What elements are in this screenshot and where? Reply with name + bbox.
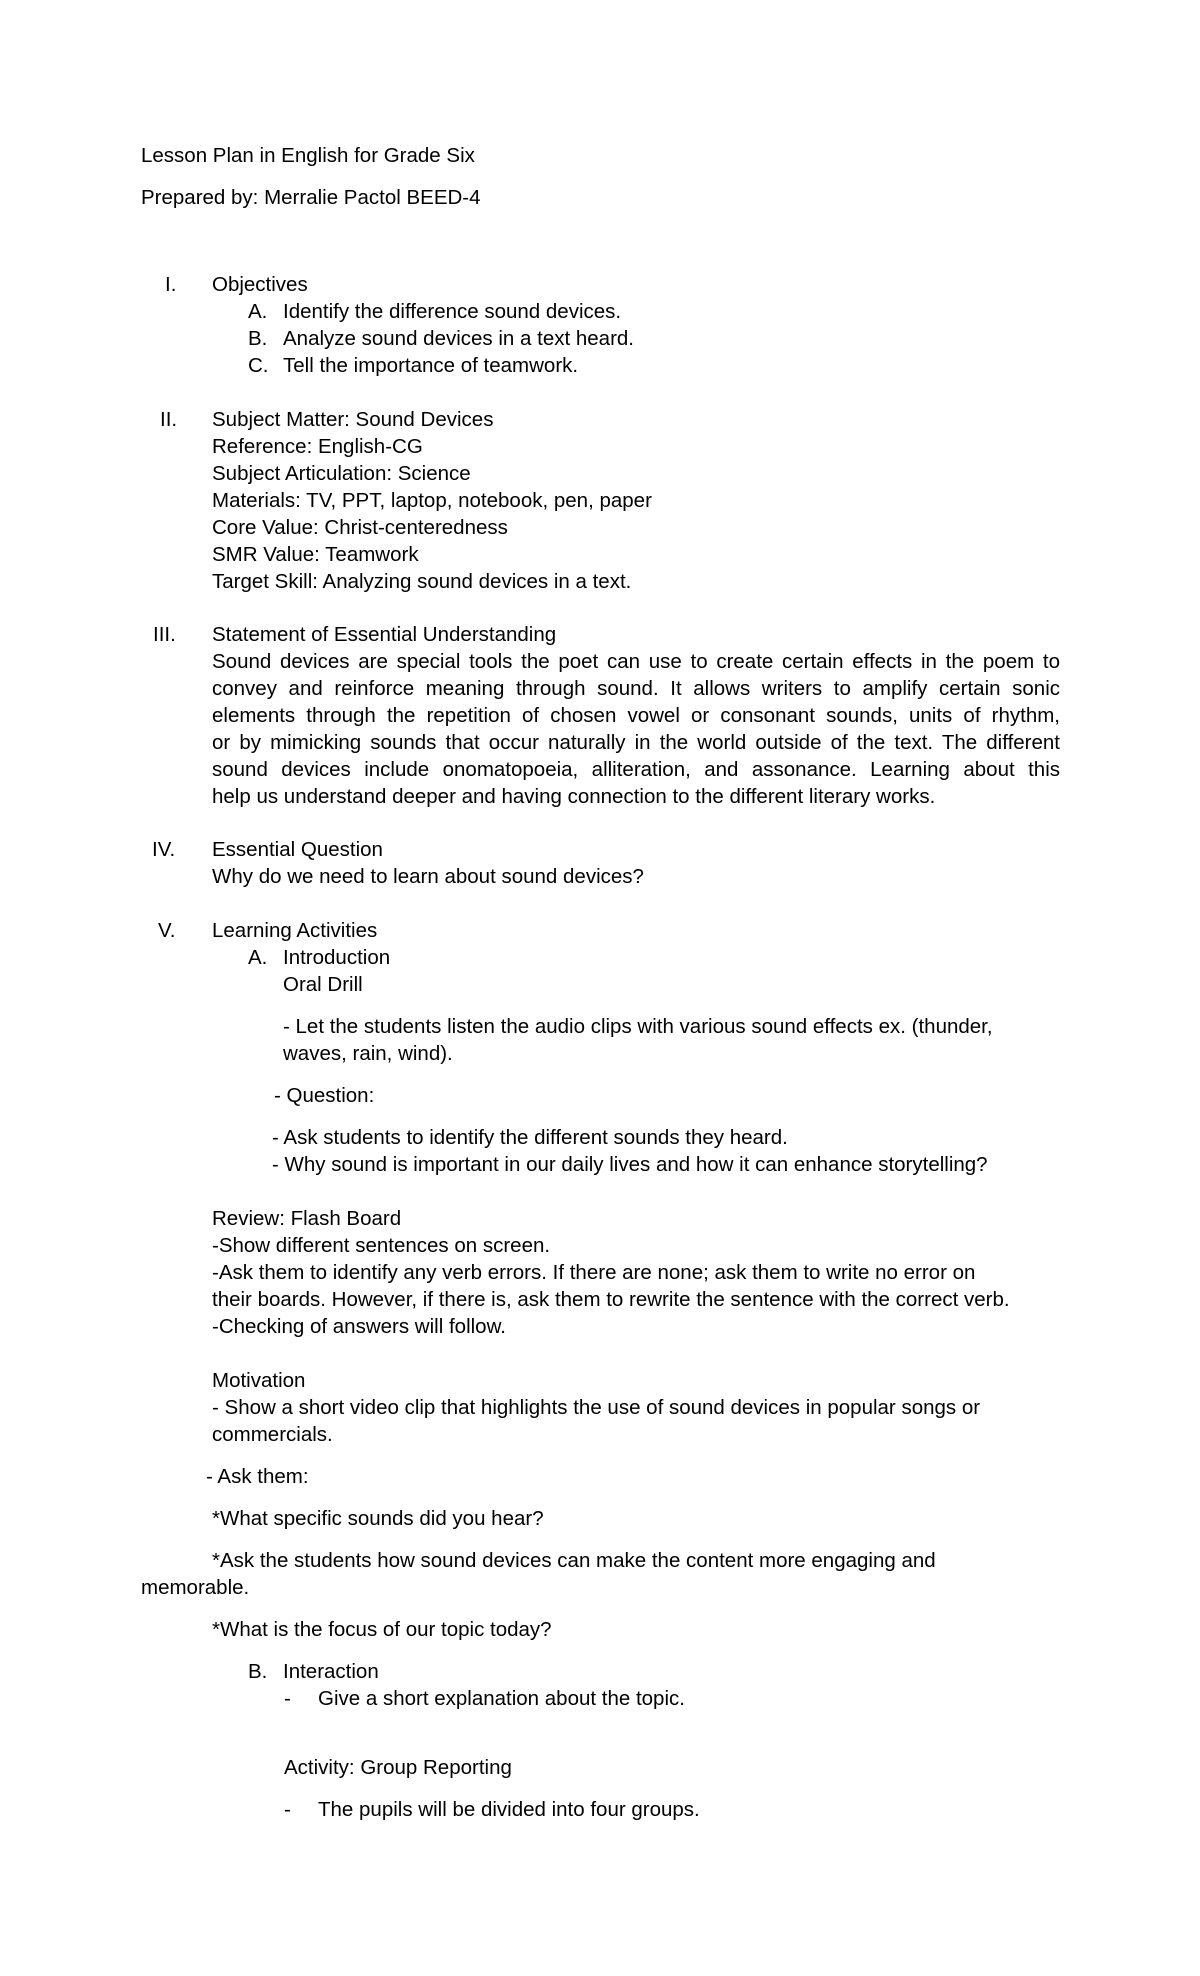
smr-value: SMR Value: Teamwork: [212, 543, 419, 566]
prepared-by: Prepared by: Merralie Pactol BEED-4: [141, 186, 481, 209]
question-line: - Why sound is important in our daily lives and how it can enhance storytelling?: [272, 1153, 988, 1176]
oral-drill-heading: Oral Drill: [283, 973, 363, 996]
section-heading-essential-question: Essential Question: [212, 838, 383, 861]
review-heading: Review: Flash Board: [212, 1207, 402, 1230]
objective-marker-c: C.: [248, 354, 269, 377]
section-numeral-1: I.: [165, 273, 177, 296]
activity-group-reporting: Activity: Group Reporting: [284, 1756, 512, 1779]
bullet-dash: -: [284, 1687, 291, 1710]
question-label: - Question:: [274, 1084, 375, 1107]
objective-a: Identify the difference sound devices.: [283, 300, 622, 323]
motivation-question-1: *What specific sounds did you hear?: [212, 1507, 544, 1530]
objective-c: Tell the importance of teamwork.: [283, 354, 579, 377]
question-line: - Ask students to identify the different sounds they heard.: [272, 1126, 788, 1149]
review-line: -Show different sentences on screen.: [212, 1234, 551, 1257]
activity-marker-b: B.: [248, 1660, 268, 1683]
section-heading-objectives: Objectives: [212, 273, 308, 296]
subject-articulation: Subject Articulation: Science: [212, 462, 471, 485]
review-line: -Ask them to identify any verb errors. If there are none; ask them to write no error on: [212, 1261, 976, 1284]
drill-line: waves, rain, wind).: [283, 1042, 453, 1065]
motivation-question-2-cont: memorable.: [141, 1576, 250, 1599]
understanding-line: convey and reinforce meaning through sound. It allows writers to amplify certain sonic: [212, 677, 1060, 700]
section-heading-understanding: Statement of Essential Understanding: [212, 623, 557, 646]
interaction-item-2: The pupils will be divided into four groups.: [318, 1798, 700, 1821]
introduction-heading: Introduction: [283, 946, 391, 969]
core-value: Core Value: Christ-centeredness: [212, 516, 508, 539]
section-numeral-3: III.: [153, 623, 176, 646]
target-skill: Target Skill: Analyzing sound devices in a text.: [212, 570, 632, 593]
review-line: -Checking of answers will follow.: [212, 1315, 506, 1338]
materials: Materials: TV, PPT, laptop, notebook, pen, paper: [212, 489, 652, 512]
document-title: Lesson Plan in English for Grade Six: [141, 144, 475, 167]
understanding-line: Sound devices are special tools the poet can use to create certain effects in the poem to: [212, 650, 1060, 673]
reference: Reference: English-CG: [212, 435, 423, 458]
understanding-line: or by mimicking sounds that occur naturally in the world outside of the text. The different: [212, 731, 1060, 754]
section-numeral-5: V.: [158, 919, 176, 942]
bullet-dash: -: [284, 1798, 291, 1821]
objective-marker-b: B.: [248, 327, 268, 350]
motivation-question-3: *What is the focus of our topic today?: [212, 1618, 552, 1641]
motivation-line: commercials.: [212, 1423, 333, 1446]
motivation-question-2: *Ask the students how sound devices can make the content more engaging and: [212, 1549, 936, 1572]
objective-marker-a: A.: [248, 300, 268, 323]
subject-matter: Subject Matter: Sound Devices: [212, 408, 494, 431]
motivation-heading: Motivation: [212, 1369, 306, 1392]
section-numeral-2: II.: [160, 408, 178, 431]
review-line: their boards. However, if there is, ask them to rewrite the sentence with the correct verb.: [212, 1288, 1010, 1311]
ask-them: - Ask them:: [206, 1465, 309, 1488]
section-heading-learning-activities: Learning Activities: [212, 919, 378, 942]
section-numeral-4: IV.: [152, 838, 176, 861]
understanding-line: sound devices include onomatopoeia, alliteration, and assonance. Learning about this: [212, 758, 1060, 781]
essential-question: Why do we need to learn about sound devices?: [212, 865, 644, 888]
objective-b: Analyze sound devices in a text heard.: [283, 327, 634, 350]
understanding-line: elements through the repetition of chosen vowel or consonant sounds, units of rhythm,: [212, 704, 1060, 727]
activity-marker-a: A.: [248, 946, 268, 969]
motivation-line: - Show a short video clip that highlights the use of sound devices in popular songs or: [212, 1396, 981, 1419]
drill-line: - Let the students listen the audio clips with various sound effects ex. (thunder,: [283, 1015, 993, 1038]
understanding-line: help us understand deeper and having connection to the different literary works.: [212, 785, 936, 808]
interaction-item-1: Give a short explanation about the topic.: [318, 1687, 685, 1710]
interaction-heading: Interaction: [283, 1660, 379, 1683]
